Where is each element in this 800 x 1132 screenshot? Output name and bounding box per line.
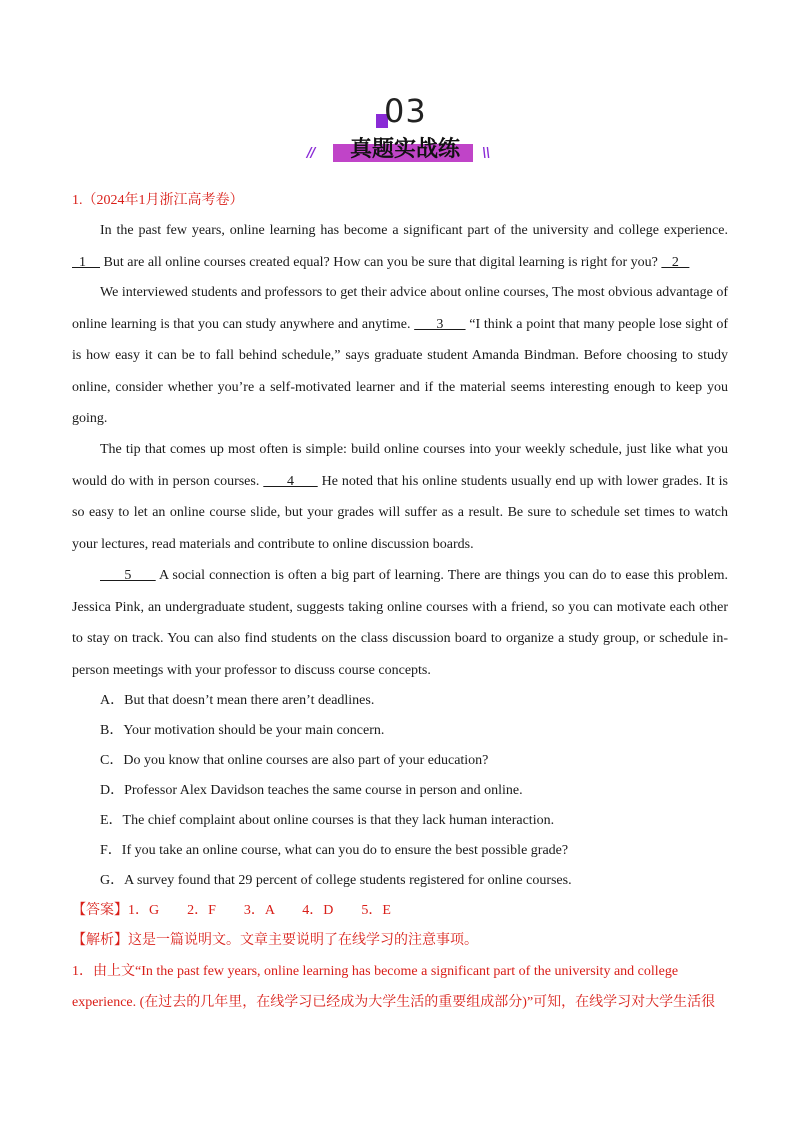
paragraph-text: The tip that comes up most often is simple: build online courses into your weekly schedule, just like what you would do with in person courses. xyxy=(72,442,728,489)
option-g: G．A survey found that 29 percent of college students registered for online courses. xyxy=(100,873,572,888)
blank-3: 3 xyxy=(414,316,466,332)
section-number-block xyxy=(374,92,434,132)
passage-paragraph-3 xyxy=(72,434,728,560)
blank-5: 5 xyxy=(100,568,156,583)
paragraph-text: We interviewed students and professors to get their advice about online courses, The most obvious advantage of online learning is that you can study anywhere and anytime. xyxy=(72,285,728,332)
blank-1: 1 xyxy=(72,254,100,270)
answer-label: 【答案】 xyxy=(72,903,128,918)
passage-paragraph-2 xyxy=(72,277,728,435)
paragraph-text: He noted that his online students usually end up with lower grades. It is so easy to let an online course slide, but your grades will suffer as a result. Be sure to schedule set times to watch your lectures, read materials and contribute to online discussion boards. xyxy=(72,473,728,552)
paragraph-text: But are all online courses created equal? How can you be sure that digital learning is right for you? xyxy=(100,254,658,270)
option-a: A．But that doesn’t mean there aren’t deadlines. xyxy=(100,693,375,708)
answer-text: 1．G 2．F 3．A 4．D 5．E xyxy=(128,903,391,918)
passage-paragraph-4 xyxy=(72,560,728,686)
answer-line xyxy=(72,902,391,920)
paragraph-text: A social connection is often a big part of learning. There are things you can do to ease this problem. Jessica Pink, an undergraduate student, suggests taking online courses with a friend, so you can motivate each other to stay on track. You can also find students on the class discussion board to organize a study group, or schedule in-person meetings with your professor to discuss course concepts. xyxy=(72,568,728,678)
analysis-detail: 1．由上文“In the past few years, online learning has become a significant part of the university and college experience. (在过去的几年里，在线学习已经成为大学生活的重要组成部分)”可知，在线学习对大学生活很 xyxy=(72,964,716,1010)
blank-2: 2 xyxy=(661,254,690,270)
option-f: F．If you take an online course, what can you do to ensure the best possible grade? xyxy=(100,843,569,858)
question-heading: 1.（2024年1月浙江高考卷） xyxy=(72,193,244,208)
paragraph-text: In the past few years, online learning has become a significant part of the university and college experience. xyxy=(100,223,728,238)
analysis-label: 【解析】 xyxy=(72,933,128,948)
blank-4: 4 xyxy=(263,473,318,489)
analysis-line xyxy=(72,932,478,950)
option-d: D．Professor Alex Davidson teaches the same course in person and online. xyxy=(100,783,523,798)
right-decoration-mark: \\ xyxy=(482,146,490,161)
analysis-text: 这是一篇说明文。文章主要说明了在线学习的注意事项。 xyxy=(128,933,478,948)
section-header xyxy=(0,92,800,172)
option-c: C．Do you know that online courses are also part of your education? xyxy=(100,753,489,768)
passage-paragraph-1 xyxy=(72,215,728,278)
option-e: E．The chief complaint about online courses is that they lack human interaction. xyxy=(100,813,555,828)
option-b: B．Your motivation should be your main concern. xyxy=(100,723,385,738)
section-title: 真题实战练 xyxy=(349,137,460,162)
paragraph-text: “I think a point that many people lose sight of is how easy it can be to fall behind schedule,” says graduate student Amanda Bindman. Before choosing to study online, consider whether you’re a self-motivated learner and if the material seems interesting enough to keep you going. xyxy=(72,316,729,426)
section-number: 03 xyxy=(384,92,427,130)
left-decoration-mark: // xyxy=(307,146,315,161)
